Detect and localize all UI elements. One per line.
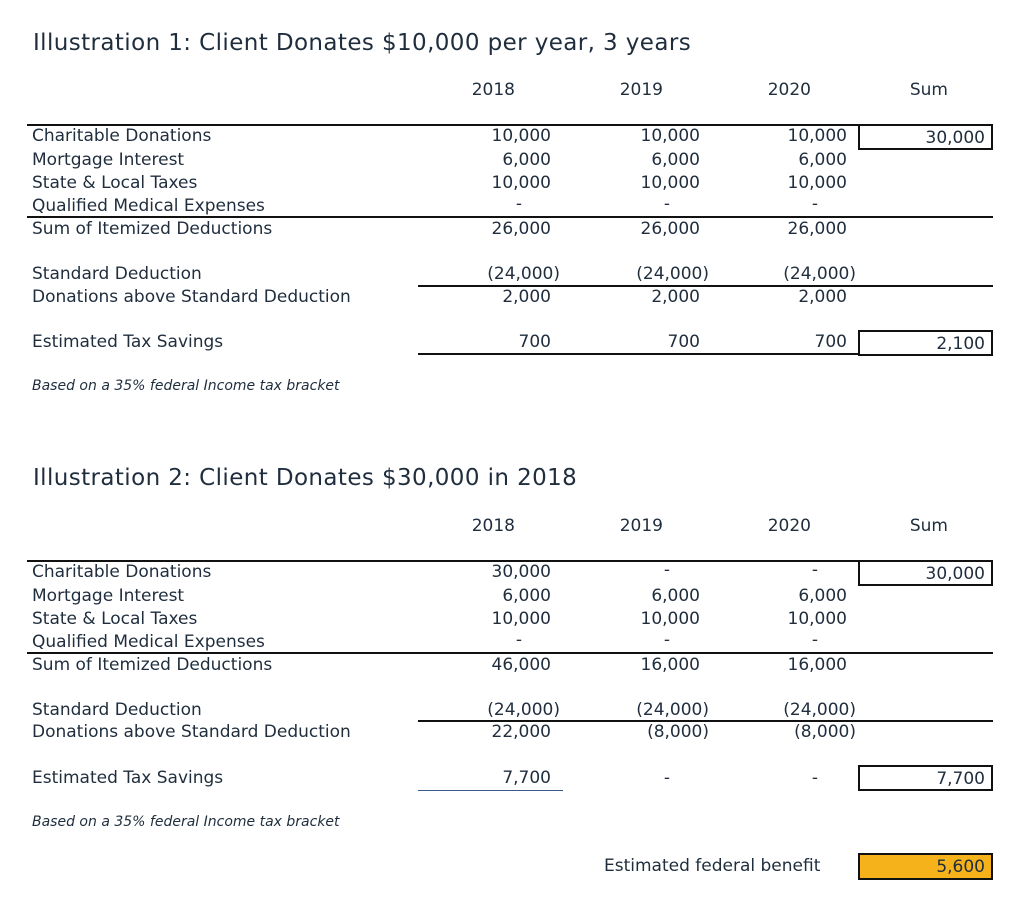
- cell-savings-2020: -: [811, 768, 819, 788]
- cell-charitable-2019: 10,000: [640, 126, 700, 146]
- cell-savings-2019: 700: [667, 332, 700, 352]
- sum-savings-box: 7,700: [858, 765, 993, 791]
- cell-medical-2019: -: [663, 630, 671, 650]
- cell-charitable-2019: -: [663, 560, 671, 580]
- cell-mortgage-2020: 6,000: [798, 150, 847, 170]
- itemized-rule: [27, 216, 993, 218]
- cell-savings-2018: 7,700: [502, 768, 551, 788]
- cell-medical-2018: -: [515, 194, 523, 214]
- row-label-above: Donations above Standard Deduction: [32, 722, 351, 742]
- cell-itemized-2019: 16,000: [640, 655, 700, 675]
- cell-mortgage-2020: 6,000: [798, 586, 847, 606]
- cell-charitable-2018: 10,000: [491, 126, 551, 146]
- cell-state-2019: 10,000: [640, 173, 700, 193]
- cell-mortgage-2019: 6,000: [651, 150, 700, 170]
- cell-charitable-2020: -: [811, 560, 819, 580]
- year-header-2020: 2020: [767, 516, 811, 536]
- cell-state-2020: 10,000: [787, 173, 847, 193]
- row-label-charitable: Charitable Donations: [32, 562, 212, 582]
- cell-medical-2018: -: [515, 630, 523, 650]
- cell-state-2018: 10,000: [491, 609, 551, 629]
- row-label-mortgage: Mortgage Interest: [32, 586, 185, 606]
- sum-charitable-box: 30,000: [858, 124, 993, 150]
- sum-header: Sum: [909, 80, 948, 100]
- cell-itemized-2018: 46,000: [491, 655, 551, 675]
- cell-charitable-2020: 10,000: [787, 126, 847, 146]
- cell-savings-2020: 700: [814, 332, 847, 352]
- year-header-2018: 2018: [471, 80, 515, 100]
- cell-mortgage-2019: 6,000: [651, 586, 700, 606]
- row-label-savings: Estimated Tax Savings: [32, 768, 224, 788]
- cell-medical-2020: -: [811, 630, 819, 650]
- cell-itemized-2020: 26,000: [787, 219, 847, 239]
- row-label-savings: Estimated Tax Savings: [32, 332, 224, 352]
- row-label-standard: Standard Deduction: [32, 700, 202, 720]
- year-header-2019: 2019: [619, 80, 663, 100]
- sum-savings-box: 2,100: [858, 330, 993, 356]
- cell-state-2018: 10,000: [491, 173, 551, 193]
- cell-above-2019: (8,000): [647, 722, 709, 742]
- cell-above-2019: 2,000: [651, 287, 700, 307]
- savings-rule: [418, 790, 563, 791]
- cell-medical-2019: -: [663, 194, 671, 214]
- row-label-state: State & Local Taxes: [32, 173, 198, 193]
- row-label-charitable: Charitable Donations: [32, 126, 212, 146]
- cell-state-2019: 10,000: [640, 609, 700, 629]
- savings-rule: [418, 353, 858, 355]
- row-label-standard: Standard Deduction: [32, 264, 202, 284]
- cell-above-2020: 2,000: [798, 287, 847, 307]
- row-label-above: Donations above Standard Deduction: [32, 287, 351, 307]
- cell-standard-2020: (24,000): [783, 700, 856, 720]
- cell-savings-2019: -: [663, 768, 671, 788]
- cell-standard-2018: (24,000): [487, 264, 560, 284]
- cell-state-2020: 10,000: [787, 609, 847, 629]
- row-label-mortgage: Mortgage Interest: [32, 150, 185, 170]
- cell-mortgage-2018: 6,000: [502, 586, 551, 606]
- cell-mortgage-2018: 6,000: [502, 150, 551, 170]
- cell-standard-2020: (24,000): [783, 264, 856, 284]
- year-header-2020: 2020: [767, 80, 811, 100]
- cell-savings-2018: 700: [518, 332, 551, 352]
- row-label-medical: Qualified Medical Expenses: [32, 196, 265, 216]
- cell-above-2018: 22,000: [491, 722, 551, 742]
- row-label-state: State & Local Taxes: [32, 609, 198, 629]
- year-header-2019: 2019: [619, 516, 663, 536]
- year-header-2018: 2018: [471, 516, 515, 536]
- sum-charitable-box: 30,000: [858, 560, 993, 586]
- row-label-medical: Qualified Medical Expenses: [32, 632, 265, 652]
- cell-itemized-2018: 26,000: [491, 219, 551, 239]
- cell-standard-2019: (24,000): [636, 700, 709, 720]
- bracket-note: Based on a 35% federal Income tax bracket: [32, 814, 340, 830]
- cell-standard-2018: (24,000): [487, 700, 560, 720]
- cell-medical-2020: -: [811, 194, 819, 214]
- cell-above-2020: (8,000): [794, 722, 856, 742]
- cell-itemized-2020: 16,000: [787, 655, 847, 675]
- illustration-1-title: Illustration 1: Client Donates $10,000 per year, 3 years: [33, 30, 692, 56]
- cell-above-2018: 2,000: [502, 287, 551, 307]
- cell-standard-2019: (24,000): [636, 264, 709, 284]
- row-label-itemized: Sum of Itemized Deductions: [32, 219, 273, 239]
- benefit-label: Estimated federal benefit: [604, 856, 821, 876]
- sum-header: Sum: [909, 516, 948, 536]
- illustration-2-title: Illustration 2: Client Donates $30,000 in 2018: [33, 465, 578, 491]
- itemized-rule: [27, 652, 993, 654]
- cell-itemized-2019: 26,000: [640, 219, 700, 239]
- benefit-value-box: 5,600: [858, 853, 993, 880]
- cell-charitable-2018: 30,000: [491, 562, 551, 582]
- bracket-note: Based on a 35% federal Income tax bracket: [32, 378, 340, 394]
- row-label-itemized: Sum of Itemized Deductions: [32, 655, 273, 675]
